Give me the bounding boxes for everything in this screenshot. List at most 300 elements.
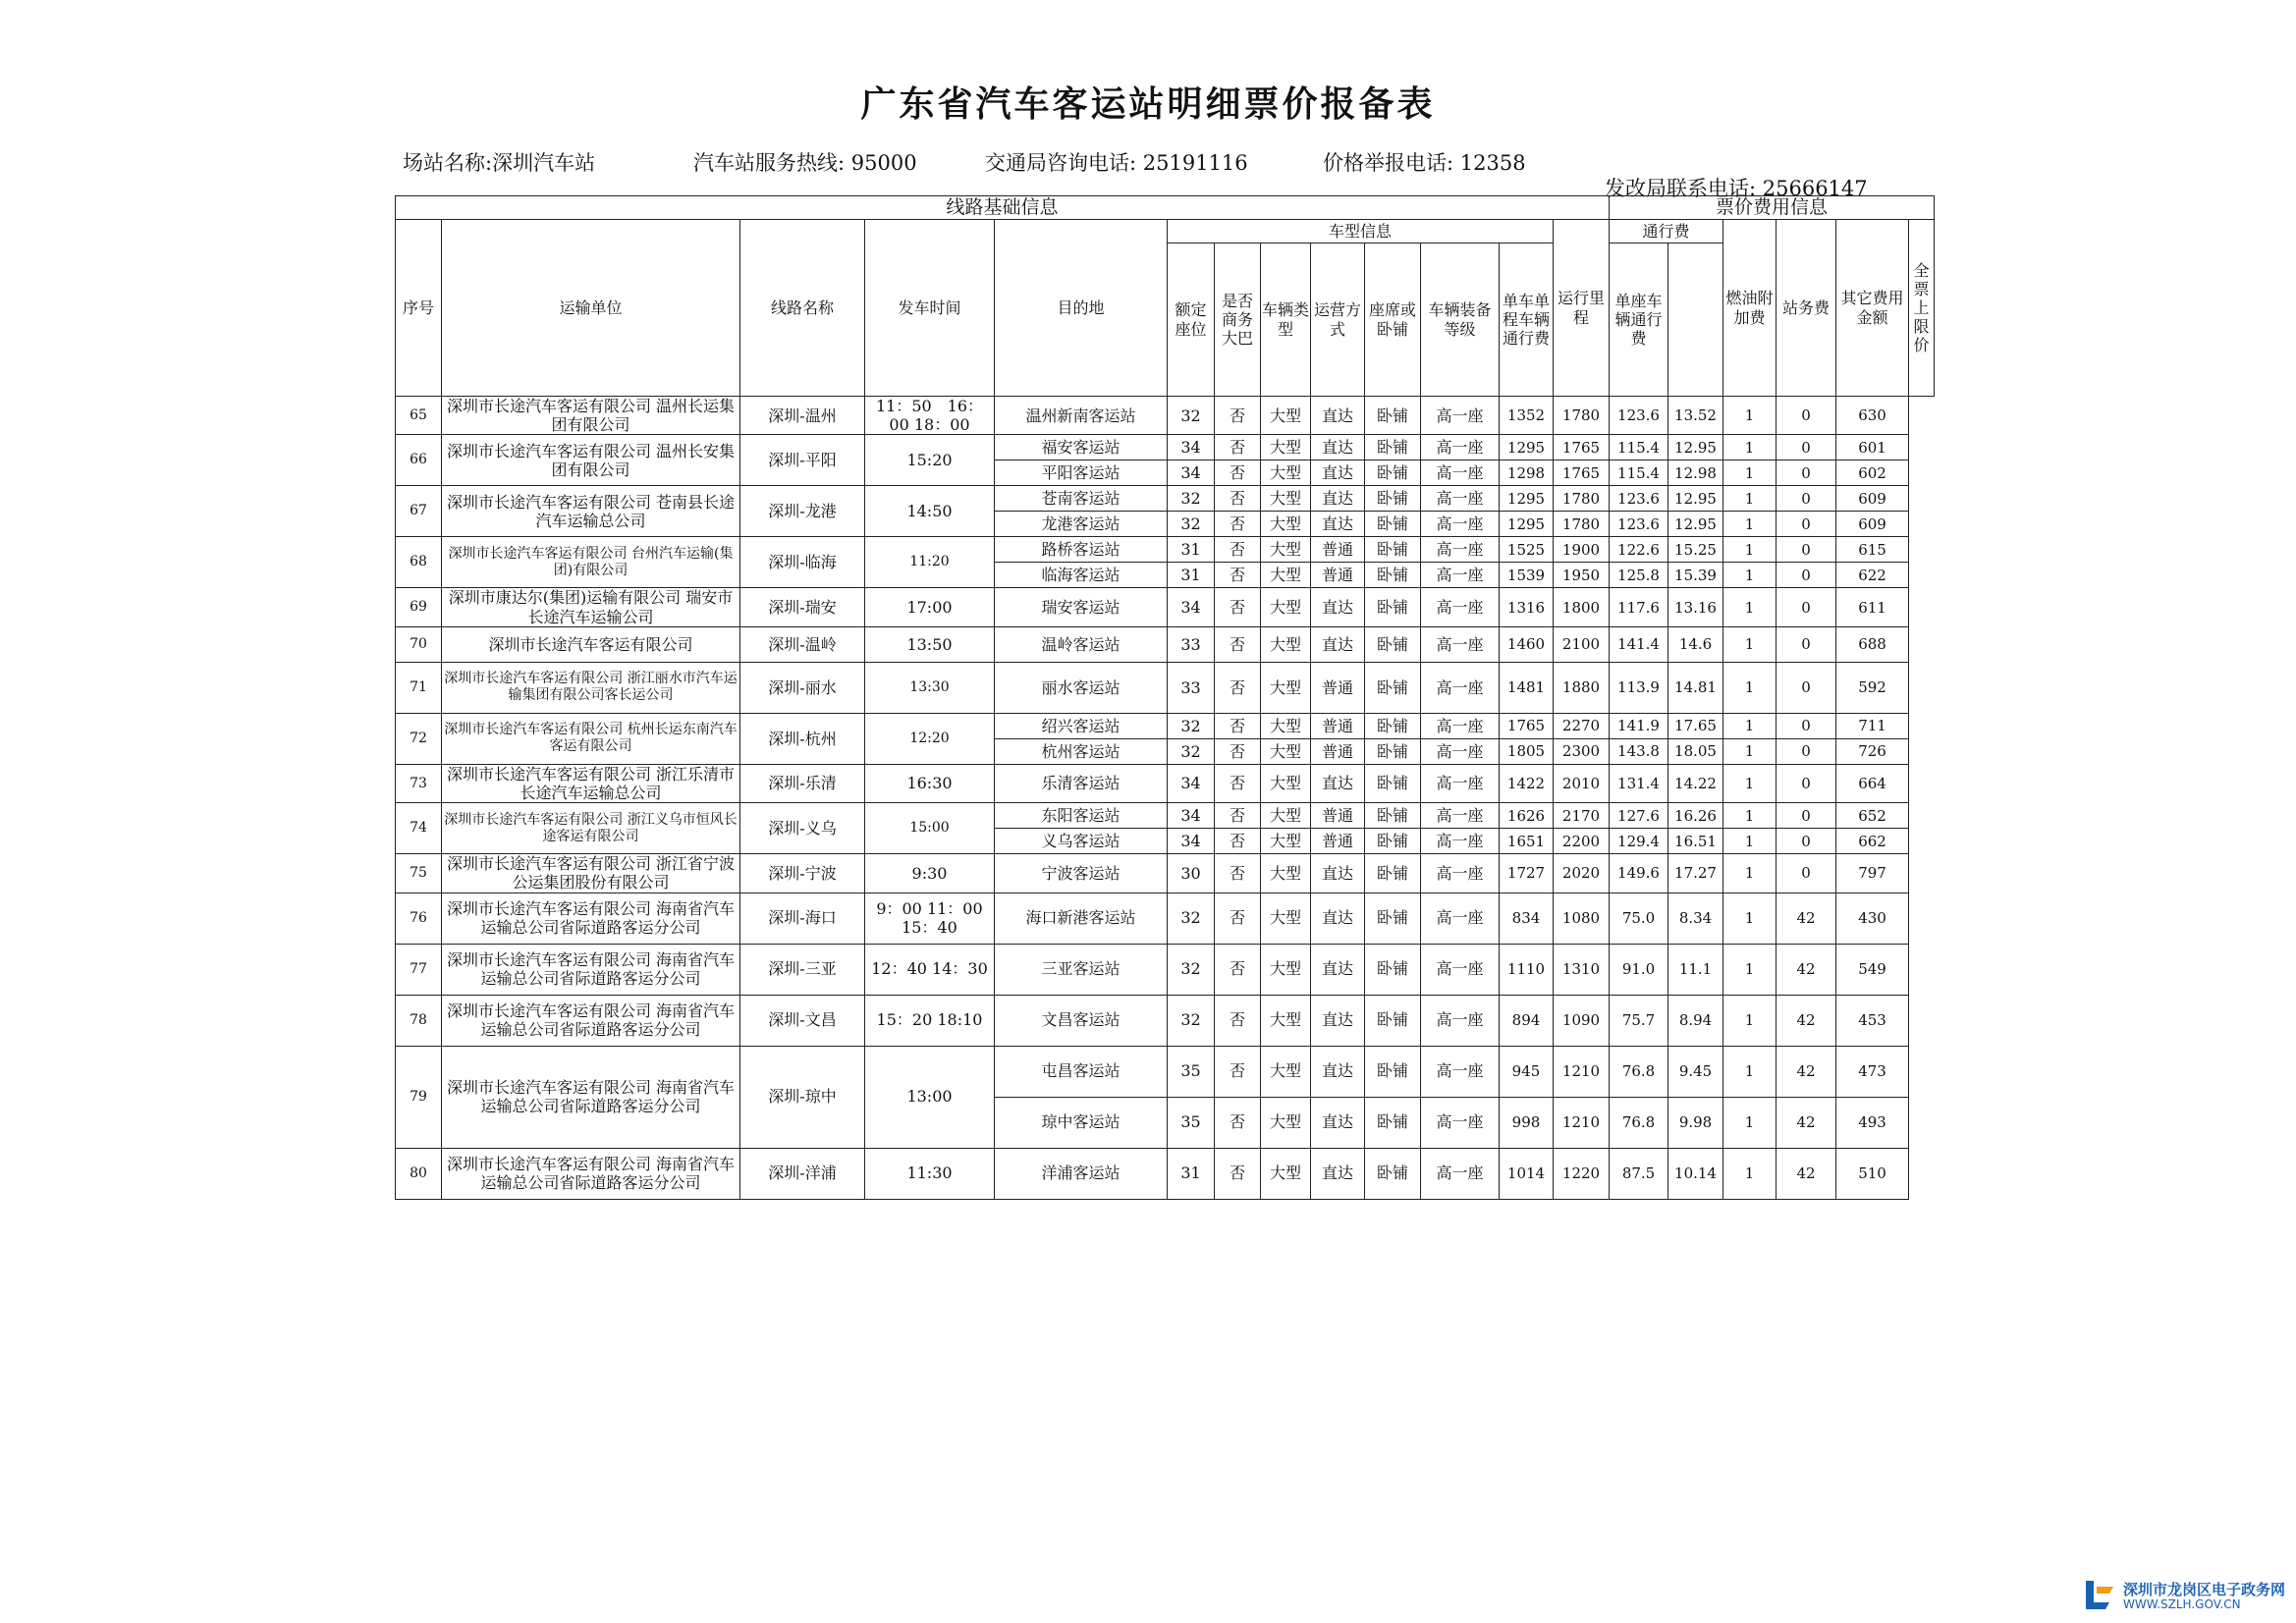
row-seat-type: 卧铺 bbox=[1365, 764, 1421, 802]
row-seats: 32 bbox=[1168, 713, 1215, 738]
row-other-fee: 42 bbox=[1777, 1097, 1836, 1148]
row-route: 深圳-洋浦 bbox=[740, 1148, 865, 1199]
row-toll-seat: 143.8 bbox=[1610, 738, 1668, 764]
row-toll-vehicle: 1780 bbox=[1554, 512, 1610, 537]
row-price: 615 bbox=[1836, 537, 1909, 563]
row-route: 深圳-杭州 bbox=[740, 713, 865, 764]
row-other-fee: 42 bbox=[1777, 995, 1836, 1046]
row-other-fee: 0 bbox=[1777, 713, 1836, 738]
row-distance: 1295 bbox=[1500, 512, 1554, 537]
row-toll-seat: 141.9 bbox=[1610, 713, 1668, 738]
row-seat-type: 卧铺 bbox=[1365, 537, 1421, 563]
row-seat-type: 卧铺 bbox=[1365, 662, 1421, 713]
row-operator: 深圳市康达尔(集团)运输有限公司 瑞安市长途汽车运输公司 bbox=[442, 588, 740, 626]
row-vehicle-type: 大型 bbox=[1261, 738, 1311, 764]
row-other-fee: 42 bbox=[1777, 1046, 1836, 1097]
col-other-fee: 其它费用金额 bbox=[1836, 220, 1909, 397]
row-destination: 临海客运站 bbox=[995, 563, 1168, 588]
row-mode: 普通 bbox=[1311, 829, 1365, 854]
row-toll-seat: 113.9 bbox=[1610, 662, 1668, 713]
row-mode: 直达 bbox=[1311, 764, 1365, 802]
table-row bbox=[396, 397, 1935, 435]
row-distance: 1295 bbox=[1500, 486, 1554, 512]
row-grade: 高一座 bbox=[1421, 1097, 1500, 1148]
row-toll-vehicle: 2100 bbox=[1554, 626, 1610, 662]
row-station-fee: 1 bbox=[1723, 588, 1777, 626]
row-toll-vehicle: 2200 bbox=[1554, 829, 1610, 854]
table-row bbox=[396, 1148, 1935, 1199]
row-fuel: 14.22 bbox=[1668, 764, 1723, 802]
row-depart-time: 11:30 bbox=[865, 1148, 995, 1199]
row-depart-time: 11:20 bbox=[865, 537, 995, 588]
row-toll-seat: 125.8 bbox=[1610, 563, 1668, 588]
row-destination: 屯昌客运站 bbox=[995, 1046, 1168, 1097]
table-row bbox=[396, 537, 1935, 563]
row-station-fee: 1 bbox=[1723, 563, 1777, 588]
table-row bbox=[396, 713, 1935, 738]
row-fuel: 14.6 bbox=[1668, 626, 1723, 662]
toll-header: 通行费 bbox=[1610, 220, 1723, 243]
row-toll-vehicle: 1780 bbox=[1554, 486, 1610, 512]
row-other-fee: 0 bbox=[1777, 512, 1836, 537]
row-toll-seat: 127.6 bbox=[1610, 803, 1668, 829]
row-grade: 高一座 bbox=[1421, 1148, 1500, 1199]
row-depart-time: 12:20 bbox=[865, 713, 995, 764]
row-seat-type: 卧铺 bbox=[1365, 486, 1421, 512]
row-toll-vehicle: 1950 bbox=[1554, 563, 1610, 588]
row-seat-type: 卧铺 bbox=[1365, 893, 1421, 944]
row-seats: 34 bbox=[1168, 460, 1215, 486]
row-distance: 1460 bbox=[1500, 626, 1554, 662]
row-other-fee: 0 bbox=[1777, 537, 1836, 563]
col-toll-vehicle: 单车单程车辆通行费 bbox=[1500, 243, 1554, 397]
row-mode: 普通 bbox=[1311, 713, 1365, 738]
row-seat-type: 卧铺 bbox=[1365, 854, 1421, 893]
row-station-fee: 1 bbox=[1723, 1097, 1777, 1148]
row-mode: 直达 bbox=[1311, 435, 1365, 460]
row-grade: 高一座 bbox=[1421, 563, 1500, 588]
row-business: 否 bbox=[1215, 1148, 1261, 1199]
row-station-fee: 1 bbox=[1723, 803, 1777, 829]
row-toll-seat: 149.6 bbox=[1610, 854, 1668, 893]
row-toll-vehicle: 1210 bbox=[1554, 1097, 1610, 1148]
row-fuel: 16.51 bbox=[1668, 829, 1723, 854]
fee-info-header: 票价费用信息 bbox=[1610, 196, 1935, 220]
row-distance: 894 bbox=[1500, 995, 1554, 1046]
row-seat-type: 卧铺 bbox=[1365, 995, 1421, 1046]
row-mode: 直达 bbox=[1311, 397, 1365, 435]
station-name: 场站名称:深圳汽车站 bbox=[403, 151, 596, 175]
row-seq: 65 bbox=[396, 397, 442, 435]
row-distance: 1298 bbox=[1500, 460, 1554, 486]
row-fuel: 14.81 bbox=[1668, 662, 1723, 713]
row-business: 否 bbox=[1215, 893, 1261, 944]
row-operator: 深圳市长途汽车客运有限公司 温州长安集团有限公司 bbox=[442, 435, 740, 486]
row-seq: 73 bbox=[396, 764, 442, 802]
col-route: 线路名称 bbox=[740, 220, 865, 397]
row-operator: 深圳市长途汽车客运有限公司 温州长运集团有限公司 bbox=[442, 397, 740, 435]
row-grade: 高一座 bbox=[1421, 460, 1500, 486]
row-business: 否 bbox=[1215, 944, 1261, 995]
row-mode: 直达 bbox=[1311, 893, 1365, 944]
row-seats: 32 bbox=[1168, 995, 1215, 1046]
row-distance: 945 bbox=[1500, 1046, 1554, 1097]
row-station-fee: 1 bbox=[1723, 662, 1777, 713]
row-route: 深圳-温州 bbox=[740, 397, 865, 435]
row-depart-time: 9:30 bbox=[865, 854, 995, 893]
row-seats: 32 bbox=[1168, 738, 1215, 764]
row-operator: 深圳市长途汽车客运有限公司 海南省汽车运输总公司省际道路客运分公司 bbox=[442, 1046, 740, 1148]
row-toll-vehicle: 1090 bbox=[1554, 995, 1610, 1046]
col-price: 全票上限价 bbox=[1909, 220, 1935, 397]
col-seat-type: 座席或卧铺 bbox=[1365, 243, 1421, 397]
row-depart-time: 16:30 bbox=[865, 764, 995, 802]
row-seat-type: 卧铺 bbox=[1365, 435, 1421, 460]
row-station-fee: 1 bbox=[1723, 893, 1777, 944]
col-grade: 车辆装备等级 bbox=[1421, 243, 1500, 397]
row-toll-seat: 129.4 bbox=[1610, 829, 1668, 854]
row-seq: 68 bbox=[396, 537, 442, 588]
row-toll-seat: 91.0 bbox=[1610, 944, 1668, 995]
row-seat-type: 卧铺 bbox=[1365, 713, 1421, 738]
row-distance: 1422 bbox=[1500, 764, 1554, 802]
row-business: 否 bbox=[1215, 995, 1261, 1046]
row-other-fee: 0 bbox=[1777, 588, 1836, 626]
row-route: 深圳-温岭 bbox=[740, 626, 865, 662]
row-mode: 普通 bbox=[1311, 803, 1365, 829]
row-distance: 1525 bbox=[1500, 537, 1554, 563]
row-price: 592 bbox=[1836, 662, 1909, 713]
row-seats: 31 bbox=[1168, 563, 1215, 588]
row-destination: 海口新港客运站 bbox=[995, 893, 1168, 944]
row-seat-type: 卧铺 bbox=[1365, 563, 1421, 588]
row-operator: 深圳市长途汽车客运有限公司 苍南县长途汽车运输总公司 bbox=[442, 486, 740, 537]
row-station-fee: 1 bbox=[1723, 764, 1777, 802]
row-other-fee: 0 bbox=[1777, 854, 1836, 893]
row-mode: 直达 bbox=[1311, 460, 1365, 486]
row-price: 664 bbox=[1836, 764, 1909, 802]
row-vehicle-type: 大型 bbox=[1261, 893, 1311, 944]
row-business: 否 bbox=[1215, 738, 1261, 764]
row-depart-time: 9：00 11：00 15：40 bbox=[865, 893, 995, 944]
row-vehicle-type: 大型 bbox=[1261, 1046, 1311, 1097]
row-business: 否 bbox=[1215, 829, 1261, 854]
row-price: 688 bbox=[1836, 626, 1909, 662]
row-other-fee: 42 bbox=[1777, 944, 1836, 995]
row-business: 否 bbox=[1215, 626, 1261, 662]
row-mode: 直达 bbox=[1311, 512, 1365, 537]
row-grade: 高一座 bbox=[1421, 854, 1500, 893]
row-fuel: 12.98 bbox=[1668, 460, 1723, 486]
row-station-fee: 1 bbox=[1723, 435, 1777, 460]
row-business: 否 bbox=[1215, 713, 1261, 738]
row-seq: 75 bbox=[396, 854, 442, 893]
row-toll-vehicle: 1880 bbox=[1554, 662, 1610, 713]
row-distance: 834 bbox=[1500, 893, 1554, 944]
row-seats: 33 bbox=[1168, 662, 1215, 713]
row-mode: 直达 bbox=[1311, 486, 1365, 512]
table-row bbox=[396, 435, 1935, 460]
row-price: 510 bbox=[1836, 1148, 1909, 1199]
row-business: 否 bbox=[1215, 486, 1261, 512]
row-seats: 34 bbox=[1168, 588, 1215, 626]
row-other-fee: 0 bbox=[1777, 397, 1836, 435]
row-depart-time: 15：20 18:10 bbox=[865, 995, 995, 1046]
row-destination: 洋浦客运站 bbox=[995, 1148, 1168, 1199]
col-business: 是否商务大巴 bbox=[1215, 243, 1261, 397]
row-seats: 32 bbox=[1168, 397, 1215, 435]
row-business: 否 bbox=[1215, 397, 1261, 435]
row-fuel: 17.27 bbox=[1668, 854, 1723, 893]
row-mode: 直达 bbox=[1311, 854, 1365, 893]
row-destination: 平阳客运站 bbox=[995, 460, 1168, 486]
row-station-fee: 1 bbox=[1723, 397, 1777, 435]
row-seats: 34 bbox=[1168, 829, 1215, 854]
row-seat-type: 卧铺 bbox=[1365, 944, 1421, 995]
row-price: 652 bbox=[1836, 803, 1909, 829]
row-route: 深圳-平阳 bbox=[740, 435, 865, 486]
row-seq: 66 bbox=[396, 435, 442, 486]
row-vehicle-type: 大型 bbox=[1261, 713, 1311, 738]
row-operator: 深圳市长途汽车客运有限公司 bbox=[442, 626, 740, 662]
table-row bbox=[396, 803, 1935, 829]
row-toll-vehicle: 1220 bbox=[1554, 1148, 1610, 1199]
vehicle-info-header: 车型信息 bbox=[1168, 220, 1554, 243]
row-seq: 74 bbox=[396, 803, 442, 854]
col-distance: 运行里程 bbox=[1554, 220, 1610, 397]
row-destination: 温州新南客运站 bbox=[995, 397, 1168, 435]
row-toll-vehicle: 1210 bbox=[1554, 1046, 1610, 1097]
row-grade: 高一座 bbox=[1421, 995, 1500, 1046]
row-toll-seat: 115.4 bbox=[1610, 460, 1668, 486]
row-toll-vehicle: 2300 bbox=[1554, 738, 1610, 764]
row-mode: 普通 bbox=[1311, 662, 1365, 713]
row-distance: 998 bbox=[1500, 1097, 1554, 1148]
row-vehicle-type: 大型 bbox=[1261, 1097, 1311, 1148]
row-depart-time: 15:20 bbox=[865, 435, 995, 486]
row-distance: 1626 bbox=[1500, 803, 1554, 829]
row-mode: 直达 bbox=[1311, 1148, 1365, 1199]
row-distance: 1481 bbox=[1500, 662, 1554, 713]
row-vehicle-type: 大型 bbox=[1261, 1148, 1311, 1199]
table-row bbox=[396, 588, 1935, 626]
row-seats: 34 bbox=[1168, 764, 1215, 802]
row-seq: 80 bbox=[396, 1148, 442, 1199]
row-business: 否 bbox=[1215, 1046, 1261, 1097]
row-grade: 高一座 bbox=[1421, 893, 1500, 944]
row-seq: 67 bbox=[396, 486, 442, 537]
row-vehicle-type: 大型 bbox=[1261, 944, 1311, 995]
row-business: 否 bbox=[1215, 764, 1261, 802]
row-seats: 33 bbox=[1168, 626, 1215, 662]
row-business: 否 bbox=[1215, 803, 1261, 829]
row-business: 否 bbox=[1215, 854, 1261, 893]
row-vehicle-type: 大型 bbox=[1261, 588, 1311, 626]
row-destination: 瑞安客运站 bbox=[995, 588, 1168, 626]
row-mode: 直达 bbox=[1311, 995, 1365, 1046]
row-seat-type: 卧铺 bbox=[1365, 738, 1421, 764]
row-station-fee: 1 bbox=[1723, 944, 1777, 995]
row-vehicle-type: 大型 bbox=[1261, 397, 1311, 435]
row-operator: 深圳市长途汽车客运有限公司 浙江丽水市汽车运输集团有限公司客长运公司 bbox=[442, 662, 740, 713]
row-mode: 普通 bbox=[1311, 537, 1365, 563]
row-toll-seat: 87.5 bbox=[1610, 1148, 1668, 1199]
row-operator: 深圳市长途汽车客运有限公司 海南省汽车运输总公司省际道路客运分公司 bbox=[442, 944, 740, 995]
row-seats: 31 bbox=[1168, 1148, 1215, 1199]
row-destination: 义乌客运站 bbox=[995, 829, 1168, 854]
row-grade: 高一座 bbox=[1421, 397, 1500, 435]
row-destination: 三亚客运站 bbox=[995, 944, 1168, 995]
row-toll-vehicle: 1765 bbox=[1554, 460, 1610, 486]
row-price: 726 bbox=[1836, 738, 1909, 764]
row-price: 611 bbox=[1836, 588, 1909, 626]
row-fuel: 12.95 bbox=[1668, 512, 1723, 537]
row-business: 否 bbox=[1215, 435, 1261, 460]
row-seat-type: 卧铺 bbox=[1365, 1046, 1421, 1097]
row-seat-type: 卧铺 bbox=[1365, 588, 1421, 626]
col-operator: 运输单位 bbox=[442, 220, 740, 397]
row-grade: 高一座 bbox=[1421, 1046, 1500, 1097]
row-seq: 76 bbox=[396, 893, 442, 944]
row-route: 深圳-宁波 bbox=[740, 854, 865, 893]
ndrc-hotline: 发改局联系电话: 25666147 bbox=[1605, 177, 1868, 200]
row-vehicle-type: 大型 bbox=[1261, 995, 1311, 1046]
row-operator: 深圳市长途汽车客运有限公司 浙江乐清市长途汽车运输总公司 bbox=[442, 764, 740, 802]
row-seats: 34 bbox=[1168, 435, 1215, 460]
row-distance: 1765 bbox=[1500, 713, 1554, 738]
row-mode: 直达 bbox=[1311, 626, 1365, 662]
row-seat-type: 卧铺 bbox=[1365, 829, 1421, 854]
row-mode: 直达 bbox=[1311, 944, 1365, 995]
row-price: 549 bbox=[1836, 944, 1909, 995]
table-row bbox=[396, 944, 1935, 995]
row-fuel: 8.94 bbox=[1668, 995, 1723, 1046]
row-price: 662 bbox=[1836, 829, 1909, 854]
col-toll-seat: 单座车辆通行费 bbox=[1610, 243, 1668, 397]
row-seats: 30 bbox=[1168, 854, 1215, 893]
transport-hotline: 交通局咨询电话: 25191116 bbox=[985, 151, 1248, 175]
row-seq: 79 bbox=[396, 1046, 442, 1148]
row-grade: 高一座 bbox=[1421, 713, 1500, 738]
row-destination: 琼中客运站 bbox=[995, 1097, 1168, 1148]
row-station-fee: 1 bbox=[1723, 738, 1777, 764]
row-distance: 1295 bbox=[1500, 435, 1554, 460]
row-grade: 高一座 bbox=[1421, 588, 1500, 626]
row-business: 否 bbox=[1215, 537, 1261, 563]
row-grade: 高一座 bbox=[1421, 764, 1500, 802]
row-seat-type: 卧铺 bbox=[1365, 1148, 1421, 1199]
portal-name: 深圳市龙岗区电子政务网 bbox=[2123, 1581, 2286, 1598]
row-business: 否 bbox=[1215, 512, 1261, 537]
row-operator: 深圳市长途汽车客运有限公司 浙江义乌市恒风长途客运有限公司 bbox=[442, 803, 740, 854]
row-price: 473 bbox=[1836, 1046, 1909, 1097]
row-toll-seat: 122.6 bbox=[1610, 537, 1668, 563]
row-mode: 普通 bbox=[1311, 738, 1365, 764]
row-destination: 苍南客运站 bbox=[995, 486, 1168, 512]
row-vehicle-type: 大型 bbox=[1261, 662, 1311, 713]
row-toll-vehicle: 1900 bbox=[1554, 537, 1610, 563]
row-other-fee: 0 bbox=[1777, 738, 1836, 764]
row-route: 深圳-海口 bbox=[740, 893, 865, 944]
row-seats: 35 bbox=[1168, 1046, 1215, 1097]
row-station-fee: 1 bbox=[1723, 1046, 1777, 1097]
row-toll-vehicle: 1080 bbox=[1554, 893, 1610, 944]
price-report-hotline: 价格举报电话: 12358 bbox=[1323, 151, 1526, 175]
row-depart-time: 11：50 16：00 18：00 bbox=[865, 397, 995, 435]
row-price: 630 bbox=[1836, 397, 1909, 435]
row-seats: 32 bbox=[1168, 944, 1215, 995]
row-grade: 高一座 bbox=[1421, 803, 1500, 829]
row-station-fee: 1 bbox=[1723, 1148, 1777, 1199]
row-seq: 78 bbox=[396, 995, 442, 1046]
row-other-fee: 0 bbox=[1777, 764, 1836, 802]
row-other-fee: 0 bbox=[1777, 563, 1836, 588]
row-business: 否 bbox=[1215, 588, 1261, 626]
row-seq: 70 bbox=[396, 626, 442, 662]
row-seq: 71 bbox=[396, 662, 442, 713]
row-route: 深圳-乐清 bbox=[740, 764, 865, 802]
row-seq: 72 bbox=[396, 713, 442, 764]
row-depart-time: 13:30 bbox=[865, 662, 995, 713]
row-seat-type: 卧铺 bbox=[1365, 460, 1421, 486]
table-row bbox=[396, 995, 1935, 1046]
row-other-fee: 0 bbox=[1777, 435, 1836, 460]
row-vehicle-type: 大型 bbox=[1261, 435, 1311, 460]
row-price: 453 bbox=[1836, 995, 1909, 1046]
row-route: 深圳-瑞安 bbox=[740, 588, 865, 626]
row-mode: 直达 bbox=[1311, 588, 1365, 626]
row-fuel: 9.98 bbox=[1668, 1097, 1723, 1148]
row-price: 601 bbox=[1836, 435, 1909, 460]
row-seats: 32 bbox=[1168, 893, 1215, 944]
row-distance: 1110 bbox=[1500, 944, 1554, 995]
row-vehicle-type: 大型 bbox=[1261, 803, 1311, 829]
row-fuel: 15.25 bbox=[1668, 537, 1723, 563]
row-depart-time: 13:00 bbox=[865, 1046, 995, 1148]
row-toll-seat: 131.4 bbox=[1610, 764, 1668, 802]
row-other-fee: 0 bbox=[1777, 829, 1836, 854]
row-fuel: 12.95 bbox=[1668, 435, 1723, 460]
row-mode: 直达 bbox=[1311, 1097, 1365, 1148]
portal-logo-icon bbox=[2082, 1577, 2117, 1612]
row-depart-time: 14:50 bbox=[865, 486, 995, 537]
row-price: 430 bbox=[1836, 893, 1909, 944]
row-seats: 35 bbox=[1168, 1097, 1215, 1148]
row-operator: 深圳市长途汽车客运有限公司 杭州长运东南汽车客运有限公司 bbox=[442, 713, 740, 764]
row-price: 711 bbox=[1836, 713, 1909, 738]
row-destination: 杭州客运站 bbox=[995, 738, 1168, 764]
row-other-fee: 42 bbox=[1777, 893, 1836, 944]
row-price: 609 bbox=[1836, 512, 1909, 537]
row-business: 否 bbox=[1215, 662, 1261, 713]
row-grade: 高一座 bbox=[1421, 435, 1500, 460]
row-route: 深圳-义乌 bbox=[740, 803, 865, 854]
row-destination: 福安客运站 bbox=[995, 435, 1168, 460]
row-station-fee: 1 bbox=[1723, 829, 1777, 854]
row-toll-vehicle: 2020 bbox=[1554, 854, 1610, 893]
row-distance: 1352 bbox=[1500, 397, 1554, 435]
row-destination: 龙港客运站 bbox=[995, 512, 1168, 537]
row-vehicle-type: 大型 bbox=[1261, 486, 1311, 512]
table-row bbox=[396, 486, 1935, 512]
row-fuel: 13.52 bbox=[1668, 397, 1723, 435]
row-toll-seat: 76.8 bbox=[1610, 1097, 1668, 1148]
row-destination: 乐清客运站 bbox=[995, 764, 1168, 802]
row-distance: 1651 bbox=[1500, 829, 1554, 854]
row-operator: 深圳市长途汽车客运有限公司 海南省汽车运输总公司省际道路客运分公司 bbox=[442, 995, 740, 1046]
row-toll-seat: 123.6 bbox=[1610, 486, 1668, 512]
col-fuel: 燃油附加费 bbox=[1723, 220, 1777, 397]
